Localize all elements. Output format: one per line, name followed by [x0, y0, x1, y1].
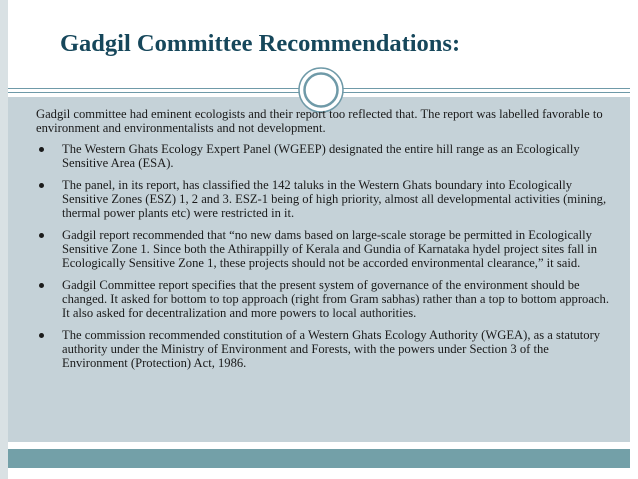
bullet-item [36, 228, 616, 270]
bullet-text: The Western Ghats Ecology Expert Panel (WGEEP) designated the entire hill range as an Ecologically Sensitive Area (ESA). [62, 142, 580, 170]
bullet-text: Gadgil report recommended that “no new dams based on large-scale storage be permitted in Ecologically Sensitive Zone 1. Since both the Athirappilly of Kerala and Gundia of Karnataka hydel project sites fall in Ecologically Sensitive Zone 1, these projects should not be accorded environmental clearance,” it said. [62, 228, 598, 270]
bullet-text: Gadgil Committee report specifies that the present system of governance of the environment should be changed. It asked for bottom to top approach (right from Gram sabhas) rather than a top to bottom approach. It also asked for decentralization and more powers to local authorities. [62, 278, 609, 320]
bullet-list [36, 142, 616, 370]
bullet-item [36, 278, 616, 320]
bullet-dot-icon [39, 333, 44, 338]
intro-paragraph: Gadgil committee had eminent ecologists and their report too reflected that. The report was labelled favorable to environment and environmentalists and not development. [36, 107, 603, 135]
bullet-item [36, 328, 616, 370]
left-edge-strip [0, 0, 8, 479]
footer-bar [8, 449, 630, 468]
bullet-dot-icon [39, 183, 44, 188]
slide-title: Gadgil Committee Recommendations: [60, 30, 461, 57]
slide-body [36, 107, 616, 378]
bullet-dot-icon [39, 147, 44, 152]
bullet-dot-icon [39, 283, 44, 288]
bullet-dot-icon [39, 233, 44, 238]
bullet-item [36, 178, 616, 220]
bullet-text: The commission recommended constitution of a Western Ghats Ecology Authority (WGEA), as a statutory authority under the Ministry of Environment and Forests, with the powers under Section 3 of the Environment (Protection) Act, 1986. [62, 328, 601, 370]
bullet-item [36, 142, 616, 170]
bullet-text: The panel, in its report, has classified the 142 taluks in the Western Ghats boundary into Ecologically Sensitive Zones (ESZ) 1, 2 and 3. ESZ-1 being of high priority, almost all developmental activities (mining, thermal power plants etc) were restricted in it. [62, 178, 607, 220]
